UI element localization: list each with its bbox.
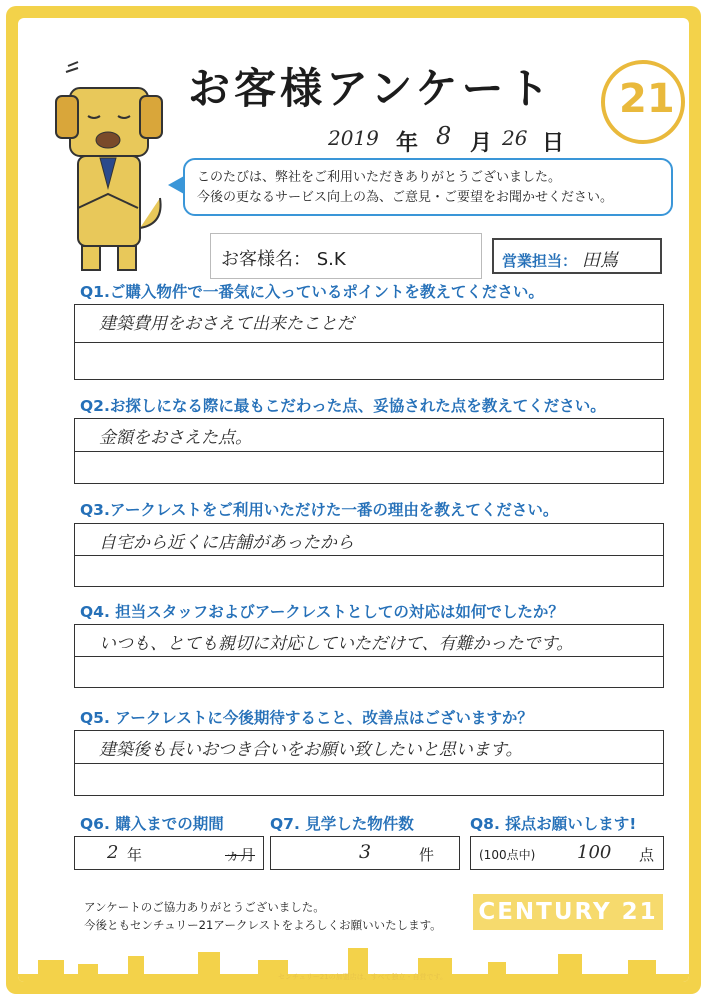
period-answer-box (74, 836, 264, 870)
question-6: Q6. 購入までの期間 (80, 815, 224, 833)
question-2: Q2.お探しになる際に最もこだわった点、妥協された点を教えてください。 (80, 397, 606, 415)
period-month-unit: ヵ月 (225, 846, 256, 864)
question-5: Q5. アークレストに今後期待すること、改善点はございますか？ (80, 709, 533, 727)
footer-line-1: アンケートのご協力ありがとうございました。 (84, 900, 325, 914)
answer-2-text: 金額をおさえた点。 (99, 428, 252, 448)
answer-line (75, 763, 663, 764)
century21-banner: CENTURY 21 (473, 894, 663, 930)
century21-logo-circle (601, 60, 685, 144)
customer-name-value: S.K (316, 249, 346, 270)
sales-staff-field (492, 238, 662, 274)
answer-5-text: 建築後も長いおつき合いをお願い致したいと思います。 (99, 740, 523, 760)
answer-line (75, 656, 663, 657)
answer-3-text: 自宅から近くに店舗があったから (99, 533, 354, 553)
score-value: 100 (577, 842, 612, 863)
date-month: 8 (436, 122, 452, 150)
viewings-count: 3 (359, 841, 372, 863)
score-unit: 点 (639, 846, 655, 864)
viewings-unit: 件 (419, 846, 435, 864)
speech-bubble-tail (168, 176, 184, 194)
question-7: Q7. 見学した物件数 (270, 815, 414, 833)
period-years: 2 (107, 842, 119, 863)
logo-number: 21 (619, 76, 675, 122)
date-day-unit: 日 (542, 131, 565, 156)
sales-staff-label: 営業担当： (502, 252, 578, 270)
page-title: お客様アンケート (188, 64, 554, 113)
footer-line-2: 今後ともセンチュリー21アークレストをよろしくお願いいたします。 (84, 918, 442, 932)
date-day: 26 (502, 126, 528, 150)
greeting-line-1: このたびは、弊社をご利用いただきありがとうございました。 (197, 170, 562, 185)
answer-box-5 (74, 730, 664, 796)
answer-line (75, 342, 663, 343)
viewings-answer-box (270, 836, 460, 870)
dog-mascot-illustration (48, 58, 178, 288)
answer-box-4 (74, 624, 664, 688)
question-3: Q3.アークレストをご利用いただけた一番の理由を教えてください。 (80, 501, 559, 519)
answer-box-1 (74, 304, 664, 380)
score-answer-box (470, 836, 664, 870)
score-note: (100点中) (479, 848, 536, 862)
customer-name-field (210, 233, 482, 279)
greeting-speech-bubble (183, 158, 673, 216)
date-year-unit: 年 (396, 131, 419, 156)
answer-4-text: いつも、とても親切に対応していただけて、有難かったです。 (99, 634, 574, 654)
survey-sheet (18, 18, 689, 982)
answer-1-text: 建築費用をおさえて出来たことだ (99, 314, 354, 334)
question-8: Q8. 採点お願いします! (470, 815, 637, 833)
date-year: 2019 (328, 126, 379, 150)
town-footnote: センチュリー21の加盟店は、すべて独立・自営です。 (278, 973, 447, 981)
answer-box-3 (74, 523, 664, 587)
customer-name-label: お客様名： (221, 249, 311, 270)
answer-box-2 (74, 418, 664, 484)
answer-line (75, 451, 663, 452)
question-1: Q1.ご購入物件で一番気に入っているポイントを教えてください。 (80, 283, 544, 301)
footer-message (84, 898, 442, 934)
answer-line (75, 555, 663, 556)
period-year-unit: 年 (127, 846, 143, 864)
greeting-line-2: 今後の更なるサービス向上の為、ご意見・ご要望をお聞かせください。 (197, 190, 614, 205)
date-month-unit: 月 (470, 131, 493, 156)
sales-staff-value: 田嶌 (581, 250, 618, 271)
question-4: Q4. 担当スタッフおよびアークレストとしての対応は如何でしたか？ (80, 603, 564, 621)
